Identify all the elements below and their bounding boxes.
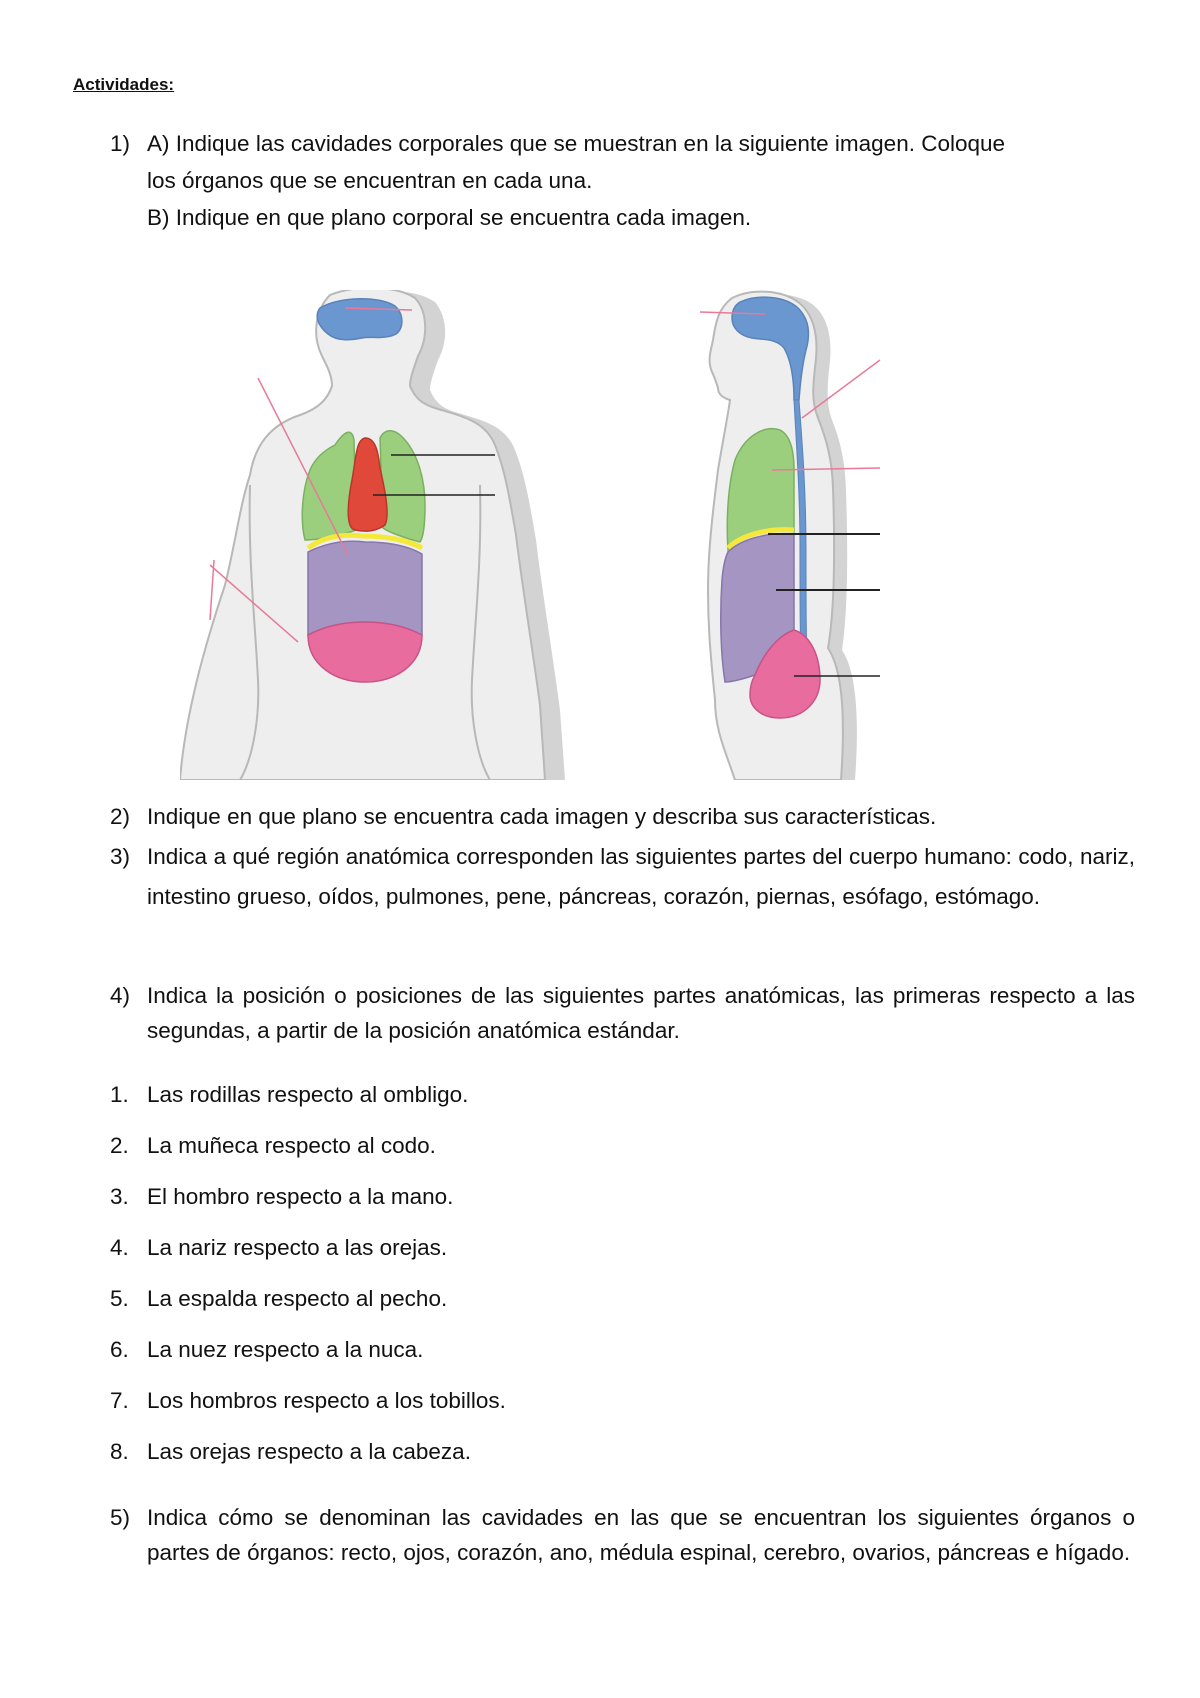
list-item-text: Las rodillas respecto al ombligo. (147, 1082, 469, 1107)
question-2-number: 2) (110, 804, 131, 829)
list-item-text: El hombro respecto a la mano. (147, 1184, 454, 1209)
question-4-text: Indica la posición o posiciones de las siguientes partes anatómicas, las primeras respecto a las segundas, a partir de la posición anatómica estándar. (147, 983, 1135, 1043)
list-item-1 (110, 1080, 468, 1110)
body-cavities-figure (180, 290, 960, 780)
list-item-number: 1. (110, 1082, 129, 1107)
list-item-number: 2. (110, 1133, 129, 1158)
activities-heading: Actividades: (73, 75, 175, 94)
list-item-2 (110, 1131, 436, 1161)
front-pointer-pelvic-b (210, 560, 214, 620)
question-2-text: Indique en que plano se encuentra cada imagen y describa sus características. (147, 804, 937, 829)
front-view-figure (180, 290, 565, 780)
list-item-text: La nuez respecto a la nuca. (147, 1337, 424, 1362)
question-5-number: 5) (110, 1505, 131, 1530)
list-item-number: 8. (110, 1439, 129, 1464)
list-item-number: 6. (110, 1337, 129, 1362)
list-item-8 (110, 1437, 471, 1467)
question-4-number: 4) (110, 983, 131, 1008)
list-item-number: 4. (110, 1235, 129, 1260)
question-3-number: 3) (110, 844, 131, 869)
question-1-line-b: B) Indique en que plano corporal se encuentra cada imagen. (147, 205, 752, 230)
list-item-text: La espalda respecto al pecho. (147, 1286, 448, 1311)
front-abdominal-cavity (308, 541, 422, 635)
question-3-text: Indica a qué región anatómica corresponden las siguientes partes del cuerpo humano: codo, nariz, intestino grueso, oídos, pulmones, pene, páncreas, corazón, piernas, esófago, estómago. (147, 844, 1135, 909)
question-1-number: 1) (110, 131, 131, 156)
list-item-text: La muñeca respecto al codo. (147, 1133, 436, 1158)
list-item-6 (110, 1335, 423, 1365)
question-1-line-a2: los órganos que se encuentran en cada una. (147, 168, 593, 193)
list-item-7 (110, 1386, 506, 1416)
list-item-number: 5. (110, 1286, 129, 1311)
list-item-5 (110, 1284, 447, 1314)
side-view-figure (700, 292, 880, 780)
list-item-number: 3. (110, 1184, 129, 1209)
front-cranial-cavity (317, 299, 402, 340)
list-item-number: 7. (110, 1388, 129, 1413)
list-item-text: Las orejas respecto a la cabeza. (147, 1439, 471, 1464)
question-1-line-a: A) Indique las cavidades corporales que se muestran en la siguiente imagen. Coloque (147, 131, 1006, 156)
list-item-4 (110, 1233, 447, 1263)
list-item-3 (110, 1182, 453, 1212)
question-1-body (147, 125, 1127, 236)
list-item-text: La nariz respecto a las orejas. (147, 1235, 448, 1260)
list-item-text: Los hombros respecto a los tobillos. (147, 1388, 506, 1413)
question-5-text: Indica cómo se denominan las cavidades en las que se encuentran los siguientes órganos o partes de órganos: recto, ojos, corazón, ano, médula espinal, cerebro, ovarios, páncreas e hígado. (147, 1505, 1135, 1565)
